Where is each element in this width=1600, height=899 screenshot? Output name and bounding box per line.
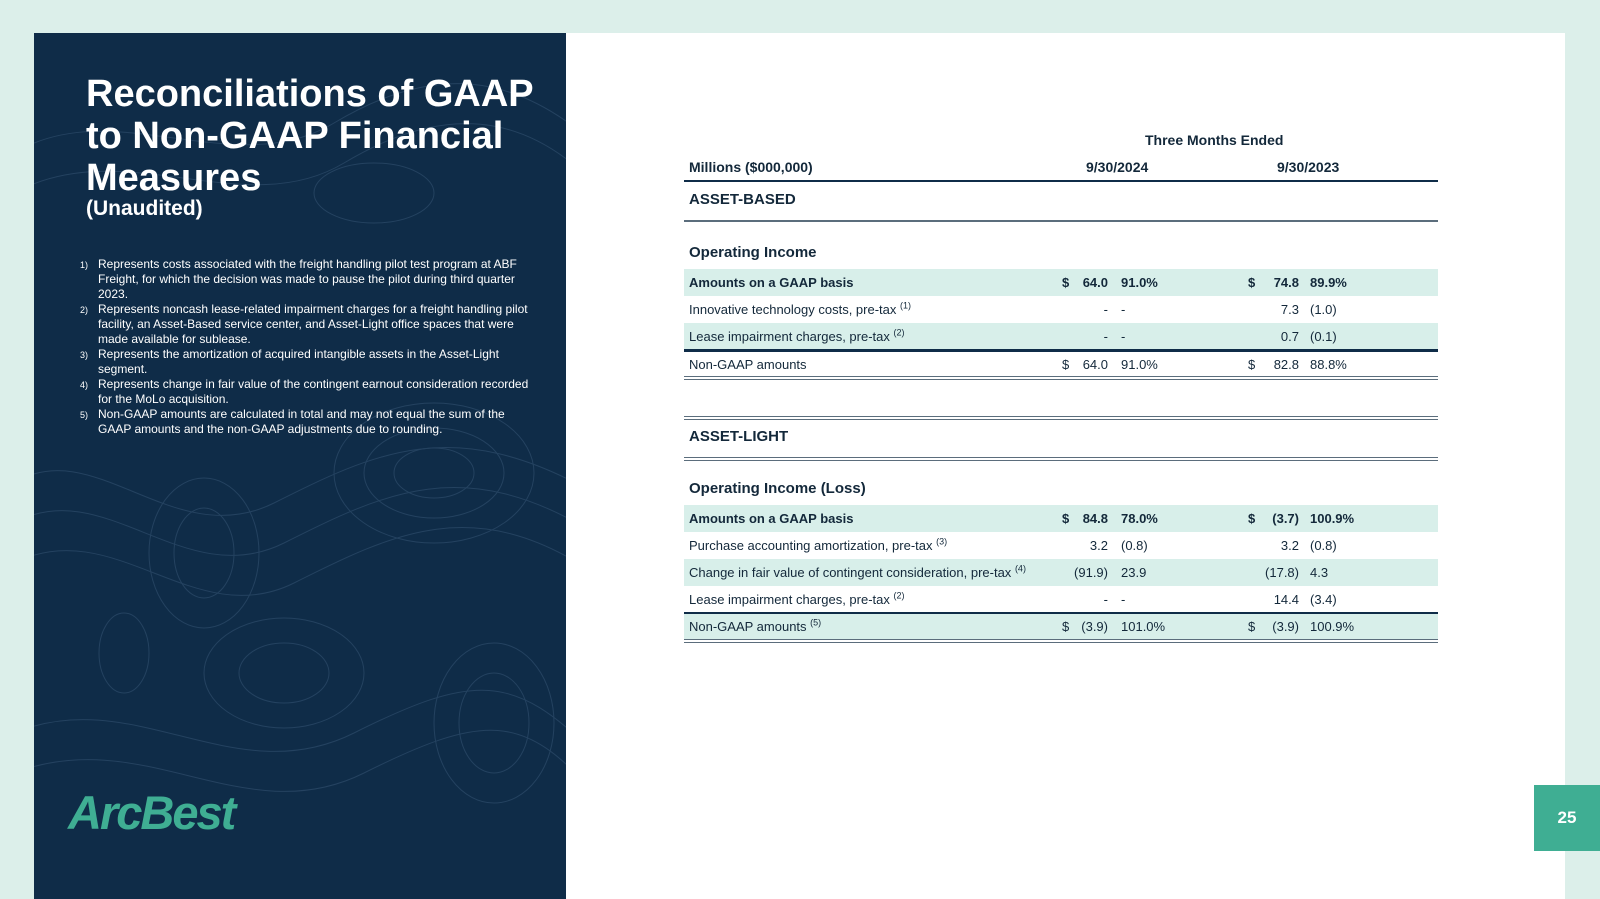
row-label: Lease impairment charges, pre-tax $^{(2)}$ — [689, 327, 905, 344]
table-row — [684, 614, 1438, 640]
table-row — [684, 323, 1438, 350]
dollar-sign: $ — [1062, 275, 1070, 290]
footnotes-list — [78, 257, 540, 437]
col2-date-header: 9/30/2023 — [1277, 159, 1340, 175]
percent-2023: 100.9% — [1310, 619, 1355, 634]
period-header: Three Months Ended — [1145, 132, 1284, 148]
row-label: Change in fair value of contingent consideration, pre-tax $^{(4)}$ — [689, 563, 1026, 580]
table-row — [684, 296, 1438, 323]
value-2024: 3.2 — [1089, 538, 1108, 553]
page-subtitle: (Unaudited) — [86, 197, 203, 220]
footnote-item — [78, 257, 540, 302]
double-rule — [684, 416, 1438, 420]
footnote-ref: (2) — [893, 590, 905, 601]
footnote-ref: (2) — [893, 327, 905, 338]
value-2023: (3.7) — [1272, 511, 1299, 526]
section-title-asset-light: ASSET-LIGHT — [689, 428, 789, 445]
footnote-text: Represents change in fair value of the contingent earnout consideration recorded for the MoLo acquisition. — [98, 377, 529, 406]
percent-2024: (0.8) — [1121, 538, 1148, 553]
value-2024: - — [1103, 592, 1108, 607]
left-panel — [34, 33, 566, 899]
page-number-badge: 25 — [1534, 785, 1600, 851]
section-rule — [684, 220, 1438, 222]
value-2024: (91.9) — [1074, 565, 1108, 580]
value-2024: - — [1103, 302, 1108, 317]
percent-2023: (0.1) — [1310, 329, 1337, 344]
value-2023: (3.9) — [1272, 619, 1299, 634]
double-rule — [684, 457, 1438, 461]
arcbest-logo: ArcBest — [68, 786, 235, 839]
table-row — [684, 532, 1438, 559]
percent-2024: 91.0% — [1121, 357, 1158, 372]
footnote-text: Represents noncash lease-related impairment charges for a freight handling pilot facility, an Asset-Based service center, and Asset-Light office spaces that were made available for sublease. — [98, 302, 528, 346]
percent-2024: 101.0% — [1121, 619, 1166, 634]
percent-2023: (3.4) — [1310, 592, 1337, 607]
row-label: Lease impairment charges, pre-tax $^{(2)}$ — [689, 590, 905, 607]
value-2023: 14.4 — [1273, 592, 1299, 607]
footnote-text: Non-GAAP amounts are calculated in total and may not equal the sum of the GAAP amounts and the non-GAAP adjustments due to rounding. — [98, 407, 505, 436]
percent-2023: 88.8% — [1310, 357, 1347, 372]
value-2023: 82.8 — [1273, 357, 1299, 372]
dollar-sign: $ — [1248, 275, 1256, 290]
footnote-number: 4) — [80, 380, 89, 390]
footnote-number: 1) — [80, 260, 89, 270]
value-2024: (3.9) — [1081, 619, 1108, 634]
units-label: Millions ($000,000) — [689, 159, 813, 175]
footnote-ref: (3) — [936, 536, 948, 547]
value-2023: 0.7 — [1280, 329, 1299, 344]
footnote-ref: (4) — [1014, 563, 1026, 574]
percent-2023: (1.0) — [1310, 302, 1337, 317]
footnote-item — [78, 377, 540, 407]
double-rule — [684, 376, 1438, 380]
row-label: Amounts on a GAAP basis — [689, 275, 854, 290]
value-2023: (17.8) — [1265, 565, 1299, 580]
row-label: Non-GAAP amounts — [689, 357, 807, 372]
percent-2024: - — [1121, 592, 1126, 607]
footnote-item — [78, 407, 540, 437]
table-row — [684, 559, 1438, 586]
row-label: Amounts on a GAAP basis — [689, 511, 854, 526]
footnote-item — [78, 302, 540, 347]
percent-2024: - — [1121, 302, 1126, 317]
percent-2024: 23.9 — [1121, 565, 1147, 580]
footnote-number: 2) — [80, 305, 89, 315]
dollar-sign: $ — [1062, 619, 1070, 634]
footnote-text: Represents costs associated with the freight handling pilot test program at ABF Freight, for which the decision was made to pause the pilot during third quarter 2023. — [98, 257, 517, 301]
row-label: Purchase accounting amortization, pre-tax $^{(3)}$ — [689, 536, 948, 553]
percent-2024: - — [1121, 329, 1126, 344]
value-2024: 64.0 — [1082, 275, 1108, 290]
row-label: Non-GAAP amounts $^{(5)}$ — [689, 617, 822, 634]
value-2023: 74.8 — [1273, 275, 1299, 290]
dollar-sign: $ — [1248, 511, 1256, 526]
value-2024: 64.0 — [1082, 357, 1108, 372]
header-rule — [684, 180, 1438, 182]
table-row — [684, 351, 1438, 378]
col1-date-header: 9/30/2024 — [1086, 159, 1149, 175]
table-row — [684, 269, 1438, 296]
subsection-operating-income-loss: Operating Income (Loss) — [689, 480, 866, 497]
subsection-operating-income: Operating Income — [689, 244, 817, 261]
value-2024: 84.8 — [1082, 511, 1108, 526]
percent-2023: 4.3 — [1310, 565, 1329, 580]
dollar-sign: $ — [1062, 357, 1070, 372]
footnote-number: 3) — [80, 350, 89, 360]
footnote-number: 5) — [80, 410, 89, 420]
percent-2024: 91.0% — [1121, 275, 1158, 290]
percent-2023: (0.8) — [1310, 538, 1337, 553]
double-rule — [684, 639, 1438, 643]
percent-2024: 78.0% — [1121, 511, 1158, 526]
percent-2023: 100.9% — [1310, 511, 1355, 526]
dollar-sign: $ — [1062, 511, 1070, 526]
footnote-item — [78, 347, 540, 377]
row-label: Innovative technology costs, pre-tax $^{(1)}$ — [689, 300, 912, 317]
table-row — [684, 505, 1438, 532]
footnote-ref: (5) — [810, 617, 822, 628]
page-title: Reconciliations of GAAP to Non-GAAP Financial Measures — [86, 73, 533, 199]
dollar-sign: $ — [1248, 357, 1256, 372]
value-2023: 3.2 — [1280, 538, 1299, 553]
footnote-ref: (1) — [900, 300, 912, 311]
value-2023: 7.3 — [1280, 302, 1299, 317]
dollar-sign: $ — [1248, 619, 1256, 634]
section-title-asset-based: ASSET-BASED — [689, 191, 796, 208]
percent-2023: 89.9% — [1310, 275, 1347, 290]
footnote-text: Represents the amortization of acquired intangible assets in the Asset-Light segment. — [98, 347, 499, 376]
value-2024: - — [1103, 329, 1108, 344]
table-row — [684, 586, 1438, 613]
